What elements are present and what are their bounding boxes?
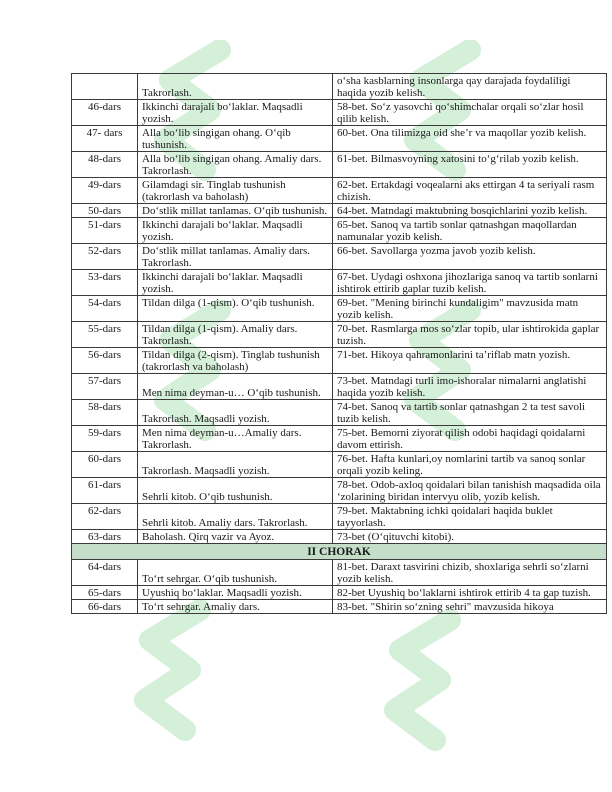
lesson-topic: Do‘stlik millat tanlamas. O‘qib tushunish. <box>138 204 333 218</box>
homework-task: 74-bet. Sanoq va tartib sonlar qatnashgan 2 ta test savoli tuzib kelish. <box>333 400 607 426</box>
homework-task: 61-bet. Bilmasvoyning xatosini to‘g‘rilab yozib kelish. <box>333 152 607 178</box>
lesson-topic: Sehrli kitob. Amaliy dars. Takrorlash. <box>138 504 333 530</box>
lesson-number: 66-dars <box>72 600 138 614</box>
homework-task: 67-bet. Uydagi oshxona jihozlariga sanoq va tartib sonlarni ishtirok ettirib gaplar tuzib kelish. <box>333 270 607 296</box>
lesson-number: 63-dars <box>72 530 138 544</box>
table-row <box>72 296 607 322</box>
lesson-number: 58-dars <box>72 400 138 426</box>
homework-task: 70-bet. Rasmlarga mos so‘zlar topib, ular ishtirokida gaplar tuzish. <box>333 322 607 348</box>
lesson-topic: Alla bo‘lib singigan ohang. O‘qib tushunish. <box>138 126 333 152</box>
homework-task: 69-bet. "Mening birinchi kundaligim" mavzusida matn yozib kelish. <box>333 296 607 322</box>
lesson-topic: Tildan dilga (1-qism). O‘qib tushunish. <box>138 296 333 322</box>
table-row <box>72 452 607 478</box>
lesson-topic: Baholash. Qirq vazir va Ayoz. <box>138 530 333 544</box>
lesson-number: 57-dars <box>72 374 138 400</box>
homework-task: 60-bet. Ona tilimizga oid she’r va maqollar yozib kelish. <box>333 126 607 152</box>
table-row <box>72 152 607 178</box>
lesson-number: 60-dars <box>72 452 138 478</box>
lesson-rows-second-quarter <box>72 560 607 614</box>
homework-task: 66-bet. Savollarga yozma javob yozib kelish. <box>333 244 607 270</box>
homework-task: 71-bet. Hikoya qahramonlarini ta’riflab matn yozish. <box>333 348 607 374</box>
homework-task: 64-bet. Matndagi maktubning bosqichlarini yozib kelish. <box>333 204 607 218</box>
lesson-plan-table <box>71 73 607 614</box>
homework-task: 58-bet. So‘z yasovchi qo‘shimchalar orqali so‘zlar hosil qilib kelish. <box>333 100 607 126</box>
lesson-topic: Sehrli kitob. O‘qib tushunish. <box>138 478 333 504</box>
lesson-number: 50-dars <box>72 204 138 218</box>
table-row <box>72 348 607 374</box>
lesson-topic: To‘rt sehrgar. Amaliy dars. <box>138 600 333 614</box>
lesson-topic: Alla bo‘lib singigan ohang. Amaliy dars. Takrorlash. <box>138 152 333 178</box>
lesson-topic: Takrorlash. Maqsadli yozish. <box>138 400 333 426</box>
lesson-topic: Uyushiq bo‘laklar. Maqsadli yozish. <box>138 586 333 600</box>
table-row <box>72 586 607 600</box>
table-row <box>72 126 607 152</box>
lesson-number: 52-dars <box>72 244 138 270</box>
table-row <box>72 530 607 544</box>
table-row <box>72 270 607 296</box>
section-title: II CHORAK <box>72 544 607 560</box>
lesson-number <box>72 74 138 100</box>
table-row <box>72 560 607 586</box>
homework-task: 82-bet Uyushiq bo‘laklarni ishtirok ettirib 4 ta gap tuzish. <box>333 586 607 600</box>
table-row <box>72 504 607 530</box>
table-row <box>72 178 607 204</box>
table-row <box>72 204 607 218</box>
lesson-topic: Ikkinchi darajali bo‘laklar. Maqsadli yozish. <box>138 100 333 126</box>
section-header-row <box>72 544 607 560</box>
lesson-topic: Takrorlash. Maqsadli yozish. <box>138 452 333 478</box>
lesson-number: 54-dars <box>72 296 138 322</box>
homework-task: 76-bet. Hafta kunlari,oy nomlarini tartib va sanoq sonlar orqali yozib keling. <box>333 452 607 478</box>
lesson-topic: Tildan dilga (1-qism). Amaliy dars. Takrorlash. <box>138 322 333 348</box>
table-row <box>72 244 607 270</box>
homework-task: 75-bet. Bemorni ziyorat qilish odobi haqidagi qoidalarni davom ettirish. <box>333 426 607 452</box>
lesson-number: 64-dars <box>72 560 138 586</box>
homework-task: 81-bet. Daraxt tasvirini chizib, shoxlariga sehrli so‘zlarni yozib kelish. <box>333 560 607 586</box>
table-row <box>72 426 607 452</box>
lesson-number: 53-dars <box>72 270 138 296</box>
lesson-number: 65-dars <box>72 586 138 600</box>
lesson-topic: Ikkinchi darajali bo‘laklar. Maqsadli yozish. <box>138 270 333 296</box>
homework-task: 78-bet. Odob-axloq qoidalari bilan tanishish maqsadida oila ‘zolarining biridan intervyu olib, yozib kelish. <box>333 478 607 504</box>
table-row <box>72 374 607 400</box>
lesson-number: 61-dars <box>72 478 138 504</box>
homework-task: 73-bet (O‘qituvchi kitobi). <box>333 530 607 544</box>
lesson-topic: Takrorlash. <box>138 74 333 100</box>
lesson-number: 59-dars <box>72 426 138 452</box>
lesson-topic: Gilamdagi sir. Tinglab tushunish (takrorlash va baholash) <box>138 178 333 204</box>
lesson-topic: Men nima deyman-u… O‘qib tushunish. <box>138 374 333 400</box>
homework-task: 62-bet. Ertakdagi voqealarni aks ettirgan 4 ta seriyali rasm chizish. <box>333 178 607 204</box>
table-row <box>72 600 607 614</box>
watermark-logo-icon <box>380 610 470 770</box>
homework-task: 73-bet. Matndagi turli imo-ishoralar nimalarni anglatishi haqida yozib kelish. <box>333 374 607 400</box>
lesson-number: 62-dars <box>72 504 138 530</box>
table-row <box>72 100 607 126</box>
lesson-topic: Do‘stlik millat tanlamas. Amaliy dars. Takrorlash. <box>138 244 333 270</box>
lesson-rows <box>72 74 607 544</box>
homework-task: 83-bet. "Shirin so‘zning sehri" mavzusida hikoya <box>333 600 607 614</box>
homework-task: 79-bet. Maktabning ichki qoidalari haqida buklet tayyorlash. <box>333 504 607 530</box>
homework-task: 65-bet. Sanoq va tartib sonlar qatnashgan maqollardan namunalar yozib kelish. <box>333 218 607 244</box>
table-row <box>72 400 607 426</box>
lesson-number: 48-dars <box>72 152 138 178</box>
lesson-number: 56-dars <box>72 348 138 374</box>
lesson-number: 49-dars <box>72 178 138 204</box>
lesson-number: 47- dars <box>72 126 138 152</box>
table-row <box>72 218 607 244</box>
table-row <box>72 322 607 348</box>
lesson-number: 46-dars <box>72 100 138 126</box>
lesson-topic: Ikkinchi darajali bo‘laklar. Maqsadli yozish. <box>138 218 333 244</box>
lesson-topic: Men nima deyman-u…Amaliy dars. Takrorlash. <box>138 426 333 452</box>
homework-task: o‘sha kasblarning insonlarga qay darajada foydaliligi haqida yozib kelish. <box>333 74 607 100</box>
table-row <box>72 478 607 504</box>
watermark-logo-icon <box>130 600 220 760</box>
lesson-number: 51-dars <box>72 218 138 244</box>
lesson-number: 55-dars <box>72 322 138 348</box>
table-row <box>72 74 607 100</box>
lesson-topic: To‘rt sehrgar. O‘qib tushunish. <box>138 560 333 586</box>
lesson-topic: Tildan dilga (2-qism). Tinglab tushunish (takrorlash va baholash) <box>138 348 333 374</box>
